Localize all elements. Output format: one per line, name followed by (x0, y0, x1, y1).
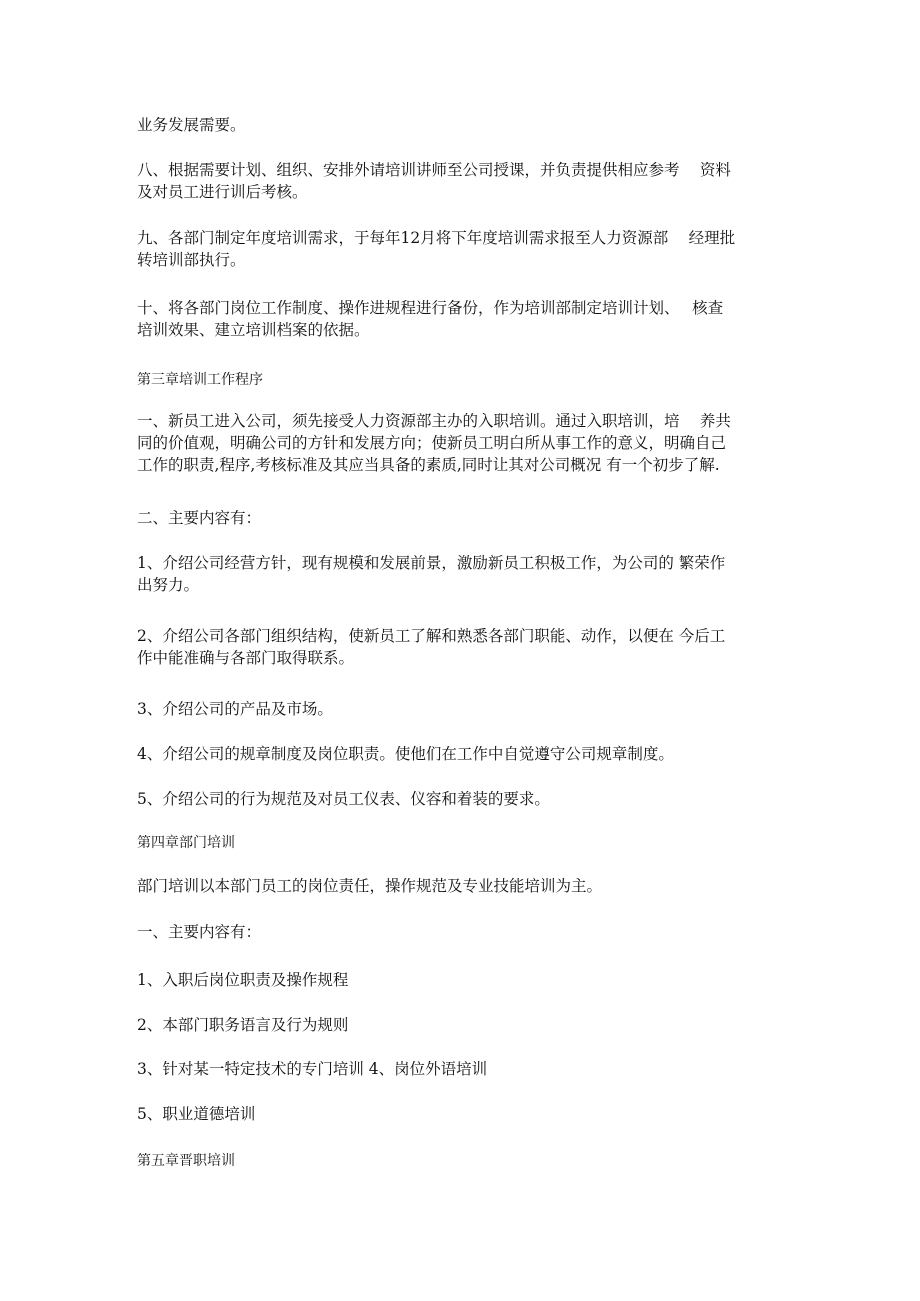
text-line: 一、新员工进入公司，须先接受人力资源部主办的入职培训。通过入职培训，培 养共 (137, 412, 731, 430)
paragraph-main-content (137, 507, 787, 529)
text-line: 培训效果、建立培训档案的依据。 (137, 321, 370, 339)
paragraph-main-content-2 (137, 921, 787, 943)
text-line: 3、介绍公司的产品及市场。 (137, 700, 333, 718)
paragraph-continuation (137, 114, 787, 136)
text-line: 部门培训以本部门员工的岗位责任，操作规范及专业技能培训为主。 (137, 877, 603, 895)
text-line: 二、主要内容有： (137, 509, 262, 527)
paragraph-department-training (137, 875, 787, 897)
text-line: 同的价值观，明确公司的方针和发展方向；使新员工明白所从事工作的意义，明确自己 (137, 434, 727, 452)
text-line: 一、主要内容有： (137, 923, 262, 941)
chapter-heading-3 (137, 369, 787, 391)
paragraph-item-10 (137, 297, 787, 341)
text-line: 作中能准确与各部门取得联系。 (137, 649, 355, 667)
text-line: 九、各部门制定年度培训需求，于每年12月将下年度培训需求报至人力资源部 经理批 (137, 229, 736, 247)
text-line: 业务发展需要。 (137, 116, 246, 134)
paragraph-item-9 (137, 227, 787, 271)
heading-text: 第四章部门培训 (137, 835, 235, 851)
list-item-2 (137, 625, 787, 669)
list-item-dept-2 (137, 1014, 787, 1036)
text-line: 5、介绍公司的行为规范及对员工仪表、仪容和着装的要求。 (137, 790, 550, 808)
list-item-dept-3-4 (137, 1058, 787, 1080)
text-line: 5、职业道德培训 (137, 1105, 256, 1123)
text-line: 1、入职后岗位职责及操作规程 (137, 971, 349, 989)
text-line: 转培训部执行。 (137, 251, 246, 269)
list-item-1 (137, 552, 787, 596)
paragraph-item-8 (137, 159, 787, 203)
text-line: 八、根据需要计划、组织、安排外请培训讲师至公司授课，并负责提供相应参考 资料 (137, 161, 731, 179)
chapter-heading-5 (137, 1150, 787, 1172)
list-item-4 (137, 743, 787, 765)
chapter-heading-4 (137, 832, 787, 854)
list-item-dept-1 (137, 969, 787, 991)
text-line: 出努力。 (137, 576, 200, 594)
text-line: 3、针对某一特定技术的专门培训 4、岗位外语培训 (137, 1060, 488, 1078)
heading-text: 第三章培训工作程序 (137, 372, 263, 388)
text-line: 2、本部门职务语言及行为规则 (137, 1016, 349, 1034)
list-item-3 (137, 698, 787, 720)
text-line: 工作的职责,程序,考核标准及其应当具备的素质,同时让其对公司概况 有一个初步了解. (137, 456, 720, 474)
text-line: 十、将各部门岗位工作制度、操作进规程进行备份，作为培训部制定培训计划、 核查 (137, 299, 724, 317)
list-item-dept-5 (137, 1103, 787, 1125)
heading-text: 第五章晋职培训 (137, 1153, 235, 1169)
text-line: 4、介绍公司的规章制度及岗位职责。使他们在工作中自觉遵守公司规章制度。 (137, 745, 674, 763)
text-line: 2、介绍公司各部门组织结构，使新员工了解和熟悉各部门职能、动作，以便在 今后工 (137, 627, 726, 645)
paragraph-new-employee (137, 410, 787, 476)
text-line: 1、介绍公司经营方针，现有规模和发展前景，激励新员工积极工作，为公司的 繁荣作 (137, 554, 726, 572)
text-line: 及对员工进行训后考核。 (137, 183, 308, 201)
list-item-5 (137, 788, 787, 810)
